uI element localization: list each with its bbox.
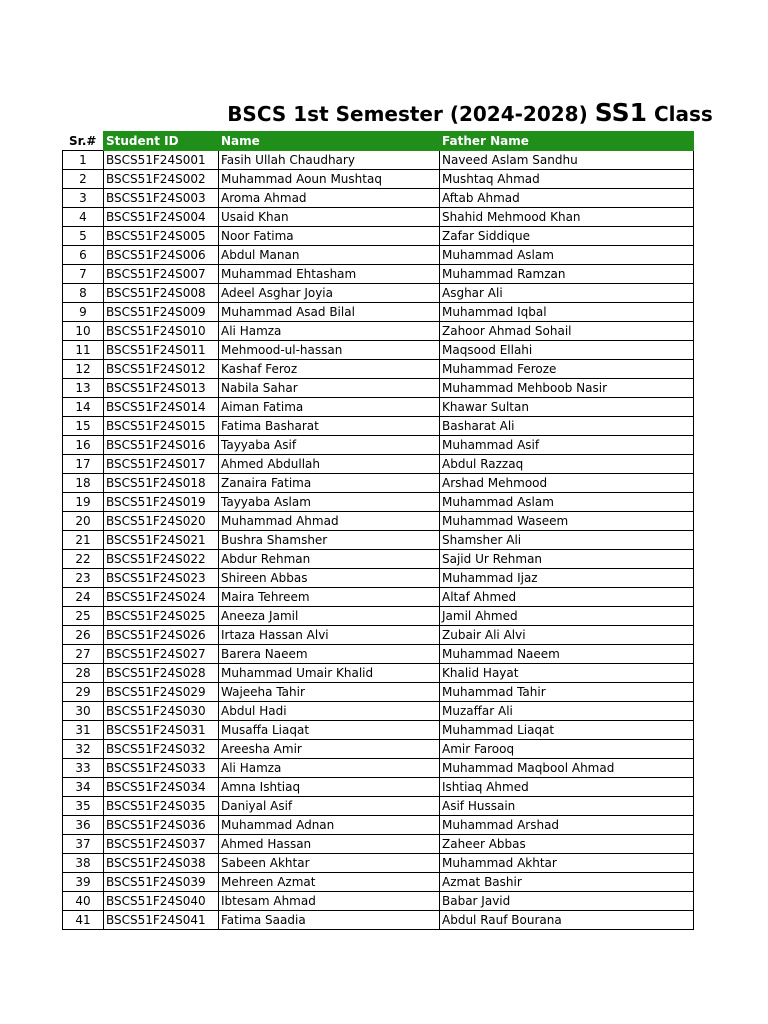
father-name-cell: Muhammad Iqbal xyxy=(440,303,694,322)
student-id-cell: BSCS51F24S022 xyxy=(104,550,219,569)
table-row xyxy=(63,835,694,854)
name-cell: Adeel Asghar Joyia xyxy=(219,284,440,303)
table-row xyxy=(63,398,694,417)
name-cell: Muhammad Umair Khalid xyxy=(219,664,440,683)
student-id-cell: BSCS51F24S028 xyxy=(104,664,219,683)
table-row xyxy=(63,683,694,702)
table-row xyxy=(63,322,694,341)
serial-cell: 27 xyxy=(63,645,104,664)
title-section: SS1 xyxy=(594,98,647,127)
serial-cell: 33 xyxy=(63,759,104,778)
father-name-cell: Khawar Sultan xyxy=(440,398,694,417)
table-row xyxy=(63,778,694,797)
table-row xyxy=(63,170,694,189)
father-name-cell: Zubair Ali Alvi xyxy=(440,626,694,645)
serial-cell: 4 xyxy=(63,208,104,227)
table-row xyxy=(63,892,694,911)
father-name-cell: Altaf Ahmed xyxy=(440,588,694,607)
name-cell: Noor Fatima xyxy=(219,227,440,246)
serial-cell: 34 xyxy=(63,778,104,797)
serial-cell: 5 xyxy=(63,227,104,246)
father-name-cell: Mushtaq Ahmad xyxy=(440,170,694,189)
table-row xyxy=(63,303,694,322)
student-id-cell: BSCS51F24S018 xyxy=(104,474,219,493)
serial-cell: 22 xyxy=(63,550,104,569)
student-id-cell: BSCS51F24S039 xyxy=(104,873,219,892)
father-name-cell: Basharat Ali xyxy=(440,417,694,436)
name-cell: Ibtesam Ahmad xyxy=(219,892,440,911)
serial-cell: 24 xyxy=(63,588,104,607)
name-cell: Aiman Fatima xyxy=(219,398,440,417)
name-cell: Abdul Hadi xyxy=(219,702,440,721)
student-id-cell: BSCS51F24S038 xyxy=(104,854,219,873)
table-row xyxy=(63,360,694,379)
father-name-cell: Muhammad Liaqat xyxy=(440,721,694,740)
name-cell: Mehreen Azmat xyxy=(219,873,440,892)
name-cell: Ali Hamza xyxy=(219,759,440,778)
table-row xyxy=(63,911,694,930)
name-cell: Bushra Shamsher xyxy=(219,531,440,550)
serial-cell: 8 xyxy=(63,284,104,303)
name-cell: Ahmed Abdullah xyxy=(219,455,440,474)
father-name-cell: Aftab Ahmad xyxy=(440,189,694,208)
serial-cell: 11 xyxy=(63,341,104,360)
serial-cell: 28 xyxy=(63,664,104,683)
father-name-cell: Abdul Razzaq xyxy=(440,455,694,474)
serial-cell: 3 xyxy=(63,189,104,208)
serial-cell: 38 xyxy=(63,854,104,873)
table-row xyxy=(63,227,694,246)
table-header-row xyxy=(63,132,694,151)
student-id-cell: BSCS51F24S013 xyxy=(104,379,219,398)
student-id-cell: BSCS51F24S041 xyxy=(104,911,219,930)
student-id-cell: BSCS51F24S014 xyxy=(104,398,219,417)
serial-cell: 41 xyxy=(63,911,104,930)
father-name-cell: Zaheer Abbas xyxy=(440,835,694,854)
serial-cell: 16 xyxy=(63,436,104,455)
table-row xyxy=(63,208,694,227)
header-serial: Sr.# xyxy=(63,132,104,151)
father-name-cell: Muhammad Feroze xyxy=(440,360,694,379)
name-cell: Tayyaba Asif xyxy=(219,436,440,455)
name-cell: Barera Naeem xyxy=(219,645,440,664)
table-row xyxy=(63,740,694,759)
serial-cell: 1 xyxy=(63,151,104,170)
father-name-cell: Maqsood Ellahi xyxy=(440,341,694,360)
student-id-cell: BSCS51F24S009 xyxy=(104,303,219,322)
table-row xyxy=(63,626,694,645)
serial-cell: 35 xyxy=(63,797,104,816)
serial-cell: 39 xyxy=(63,873,104,892)
father-name-cell: Azmat Bashir xyxy=(440,873,694,892)
student-id-cell: BSCS51F24S010 xyxy=(104,322,219,341)
student-id-cell: BSCS51F24S008 xyxy=(104,284,219,303)
student-id-cell: BSCS51F24S007 xyxy=(104,265,219,284)
serial-cell: 20 xyxy=(63,512,104,531)
student-id-cell: BSCS51F24S037 xyxy=(104,835,219,854)
table-row xyxy=(63,493,694,512)
name-cell: Ali Hamza xyxy=(219,322,440,341)
student-id-cell: BSCS51F24S023 xyxy=(104,569,219,588)
serial-cell: 7 xyxy=(63,265,104,284)
title-prefix: BSCS 1st Semester (2024-2028) xyxy=(227,102,588,126)
name-cell: Musaffa Liaqat xyxy=(219,721,440,740)
name-cell: Muhammad Adnan xyxy=(219,816,440,835)
father-name-cell: Amir Farooq xyxy=(440,740,694,759)
father-name-cell: Muhammad Akhtar xyxy=(440,854,694,873)
father-name-cell: Muhammad Aslam xyxy=(440,246,694,265)
table-row xyxy=(63,474,694,493)
name-cell: Muhammad Asad Bilal xyxy=(219,303,440,322)
father-name-cell: Muhammad Naeem xyxy=(440,645,694,664)
table-row xyxy=(63,645,694,664)
name-cell: Tayyaba Aslam xyxy=(219,493,440,512)
father-name-cell: Muhammad Arshad xyxy=(440,816,694,835)
father-name-cell: Khalid Hayat xyxy=(440,664,694,683)
serial-cell: 25 xyxy=(63,607,104,626)
student-id-cell: BSCS51F24S024 xyxy=(104,588,219,607)
name-cell: Zanaira Fatima xyxy=(219,474,440,493)
name-cell: Aroma Ahmad xyxy=(219,189,440,208)
table-row xyxy=(63,721,694,740)
father-name-cell: Zafar Siddique xyxy=(440,227,694,246)
name-cell: Usaid Khan xyxy=(219,208,440,227)
serial-cell: 12 xyxy=(63,360,104,379)
father-name-cell: Muzaffar Ali xyxy=(440,702,694,721)
table-row xyxy=(63,550,694,569)
serial-cell: 29 xyxy=(63,683,104,702)
name-cell: Fasih Ullah Chaudhary xyxy=(219,151,440,170)
serial-cell: 21 xyxy=(63,531,104,550)
header-student-id: Student ID xyxy=(104,132,219,151)
table-row xyxy=(63,417,694,436)
student-id-cell: BSCS51F24S015 xyxy=(104,417,219,436)
name-cell: Maira Tehreem xyxy=(219,588,440,607)
name-cell: Amna Ishtiaq xyxy=(219,778,440,797)
table-row xyxy=(63,246,694,265)
father-name-cell: Asghar Ali xyxy=(440,284,694,303)
father-name-cell: Ishtiaq Ahmed xyxy=(440,778,694,797)
name-cell: Fatima Basharat xyxy=(219,417,440,436)
serial-cell: 2 xyxy=(63,170,104,189)
table-row xyxy=(63,265,694,284)
serial-cell: 40 xyxy=(63,892,104,911)
name-cell: Nabila Sahar xyxy=(219,379,440,398)
father-name-cell: Asif Hussain xyxy=(440,797,694,816)
student-id-cell: BSCS51F24S025 xyxy=(104,607,219,626)
father-name-cell: Babar Javid xyxy=(440,892,694,911)
name-cell: Wajeeha Tahir xyxy=(219,683,440,702)
father-name-cell: Muhammad Maqbool Ahmad xyxy=(440,759,694,778)
table-row xyxy=(63,816,694,835)
father-name-cell: Abdul Rauf Bourana xyxy=(440,911,694,930)
name-cell: Kashaf Feroz xyxy=(219,360,440,379)
student-id-cell: BSCS51F24S002 xyxy=(104,170,219,189)
student-id-cell: BSCS51F24S005 xyxy=(104,227,219,246)
name-cell: Sabeen Akhtar xyxy=(219,854,440,873)
father-name-cell: Muhammad Tahir xyxy=(440,683,694,702)
header-name: Name xyxy=(219,132,440,151)
serial-cell: 14 xyxy=(63,398,104,417)
table-row xyxy=(63,512,694,531)
serial-cell: 36 xyxy=(63,816,104,835)
student-id-cell: BSCS51F24S033 xyxy=(104,759,219,778)
father-name-cell: Muhammad Ijaz xyxy=(440,569,694,588)
serial-cell: 37 xyxy=(63,835,104,854)
name-cell: Abdur Rehman xyxy=(219,550,440,569)
student-id-cell: BSCS51F24S006 xyxy=(104,246,219,265)
serial-cell: 31 xyxy=(63,721,104,740)
student-id-cell: BSCS51F24S016 xyxy=(104,436,219,455)
father-name-cell: Shamsher Ali xyxy=(440,531,694,550)
student-id-cell: BSCS51F24S017 xyxy=(104,455,219,474)
name-cell: Muhammad Ahmad xyxy=(219,512,440,531)
table-row xyxy=(63,702,694,721)
table-row xyxy=(63,797,694,816)
father-name-cell: Sajid Ur Rehman xyxy=(440,550,694,569)
student-id-cell: BSCS51F24S021 xyxy=(104,531,219,550)
student-id-cell: BSCS51F24S036 xyxy=(104,816,219,835)
table-row xyxy=(63,284,694,303)
header-father-name: Father Name xyxy=(440,132,694,151)
serial-cell: 18 xyxy=(63,474,104,493)
page-title xyxy=(160,98,768,127)
serial-cell: 17 xyxy=(63,455,104,474)
table-row xyxy=(63,151,694,170)
student-id-cell: BSCS51F24S034 xyxy=(104,778,219,797)
serial-cell: 23 xyxy=(63,569,104,588)
table-row xyxy=(63,531,694,550)
table-row xyxy=(63,379,694,398)
serial-cell: 9 xyxy=(63,303,104,322)
student-id-cell: BSCS51F24S040 xyxy=(104,892,219,911)
name-cell: Muhammad Aoun Mushtaq xyxy=(219,170,440,189)
table-row xyxy=(63,854,694,873)
title-suffix: Class xyxy=(653,102,713,126)
father-name-cell: Jamil Ahmed xyxy=(440,607,694,626)
student-id-cell: BSCS51F24S029 xyxy=(104,683,219,702)
serial-cell: 13 xyxy=(63,379,104,398)
student-id-cell: BSCS51F24S011 xyxy=(104,341,219,360)
table-row xyxy=(63,455,694,474)
serial-cell: 15 xyxy=(63,417,104,436)
name-cell: Daniyal Asif xyxy=(219,797,440,816)
student-id-cell: BSCS51F24S032 xyxy=(104,740,219,759)
student-id-cell: BSCS51F24S035 xyxy=(104,797,219,816)
father-name-cell: Arshad Mehmood xyxy=(440,474,694,493)
father-name-cell: Muhammad Aslam xyxy=(440,493,694,512)
table-row xyxy=(63,759,694,778)
table-row xyxy=(63,569,694,588)
student-id-cell: BSCS51F24S019 xyxy=(104,493,219,512)
name-cell: Shireen Abbas xyxy=(219,569,440,588)
table-row xyxy=(63,664,694,683)
student-id-cell: BSCS51F24S001 xyxy=(104,151,219,170)
name-cell: Irtaza Hassan Alvi xyxy=(219,626,440,645)
serial-cell: 26 xyxy=(63,626,104,645)
father-name-cell: Muhammad Ramzan xyxy=(440,265,694,284)
father-name-cell: Muhammad Waseem xyxy=(440,512,694,531)
name-cell: Mehmood-ul-hassan xyxy=(219,341,440,360)
name-cell: Areesha Amir xyxy=(219,740,440,759)
serial-cell: 30 xyxy=(63,702,104,721)
father-name-cell: Zahoor Ahmad Sohail xyxy=(440,322,694,341)
student-id-cell: BSCS51F24S030 xyxy=(104,702,219,721)
serial-cell: 32 xyxy=(63,740,104,759)
serial-cell: 6 xyxy=(63,246,104,265)
student-table xyxy=(62,131,694,930)
table-row xyxy=(63,607,694,626)
student-id-cell: BSCS51F24S027 xyxy=(104,645,219,664)
father-name-cell: Shahid Mehmood Khan xyxy=(440,208,694,227)
table-row xyxy=(63,588,694,607)
name-cell: Fatima Saadia xyxy=(219,911,440,930)
table-row xyxy=(63,873,694,892)
name-cell: Ahmed Hassan xyxy=(219,835,440,854)
student-id-cell: BSCS51F24S031 xyxy=(104,721,219,740)
table-row xyxy=(63,436,694,455)
father-name-cell: Muhammad Asif xyxy=(440,436,694,455)
serial-cell: 19 xyxy=(63,493,104,512)
name-cell: Abdul Manan xyxy=(219,246,440,265)
table-row xyxy=(63,341,694,360)
father-name-cell: Muhammad Mehboob Nasir xyxy=(440,379,694,398)
student-id-cell: BSCS51F24S012 xyxy=(104,360,219,379)
name-cell: Muhammad Ehtasham xyxy=(219,265,440,284)
student-id-cell: BSCS51F24S026 xyxy=(104,626,219,645)
student-id-cell: BSCS51F24S020 xyxy=(104,512,219,531)
student-id-cell: BSCS51F24S004 xyxy=(104,208,219,227)
name-cell: Aneeza Jamil xyxy=(219,607,440,626)
serial-cell: 10 xyxy=(63,322,104,341)
table-row xyxy=(63,189,694,208)
father-name-cell: Naveed Aslam Sandhu xyxy=(440,151,694,170)
student-id-cell: BSCS51F24S003 xyxy=(104,189,219,208)
